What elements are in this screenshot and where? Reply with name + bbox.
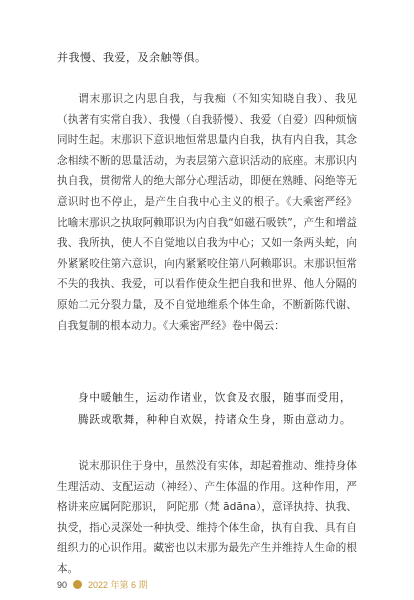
issue-label: 2022 年第 6 期 bbox=[88, 580, 148, 590]
page-footer bbox=[57, 578, 148, 591]
sutra-verse-block bbox=[78, 387, 378, 431]
paragraph-adana-explanation bbox=[57, 456, 357, 580]
verse-line-1: 身中暖触生，运动作诸业，饮食及衣服，随事而受用， bbox=[78, 392, 352, 404]
verse-fragment: 并我慢、我爱，及余触等俱。 bbox=[57, 51, 207, 64]
journal-logo-icon bbox=[73, 580, 82, 589]
page-number: 90 bbox=[57, 579, 68, 590]
paragraph-text: 谓末那识之内思自我，与我痴（不知实知晓自我）、我见（执著有实常自我）、我慢（自我骄慢）、我爱（自爱）四种烦恼同时生起。末那识下意识地恒常思量内自我，执有内自我，其念念相续不断的思量活动，为表层第六意识活动的底座。末那识内执自我，贯彻常人的绝大部分心理活动，即便在熟睡、闷绝等无意识时也不停止，是产生自我中心主义的根子。《大乘密严经》比喻末那识之执取阿赖耶识为内自我“如磁石吸铁”，产生和增益我、我所执，使人不自觉地以自我为中心；又如一条两头蛇，向外紧紧咬住第六意识，向内紧紧咬住第八阿赖耶识。末那识恒常不失的我执、我爱，可以看作使众生把自我和世界、他人分隔的原始二元分裂力量，及不自觉地维系个体生命，不断新陈代谢、自我复制的根本动力。《大乘密严经》卷中偈云： bbox=[57, 93, 357, 332]
paragraph-text: 说末那识住于身中，虽然没有实体，却起着推动、维持身体生理活动、支配运动（神经）、产生体温的作用。这种作用，严格讲来应属阿陀那识， 阿陀那（梵 ādāna），意译执持、执我、执受，指心灵深处一种执受、维持个体生命，执有自我、具有自组织力的心识作用。藏密也以末那为最先产生并维持人生命的根本。 bbox=[57, 460, 357, 575]
paragraph-manas-explanation bbox=[57, 89, 357, 336]
verse-line-2: 腾跃或歌舞，种种自欢娱，持诸众生身，斯由意动力。 bbox=[78, 414, 352, 426]
